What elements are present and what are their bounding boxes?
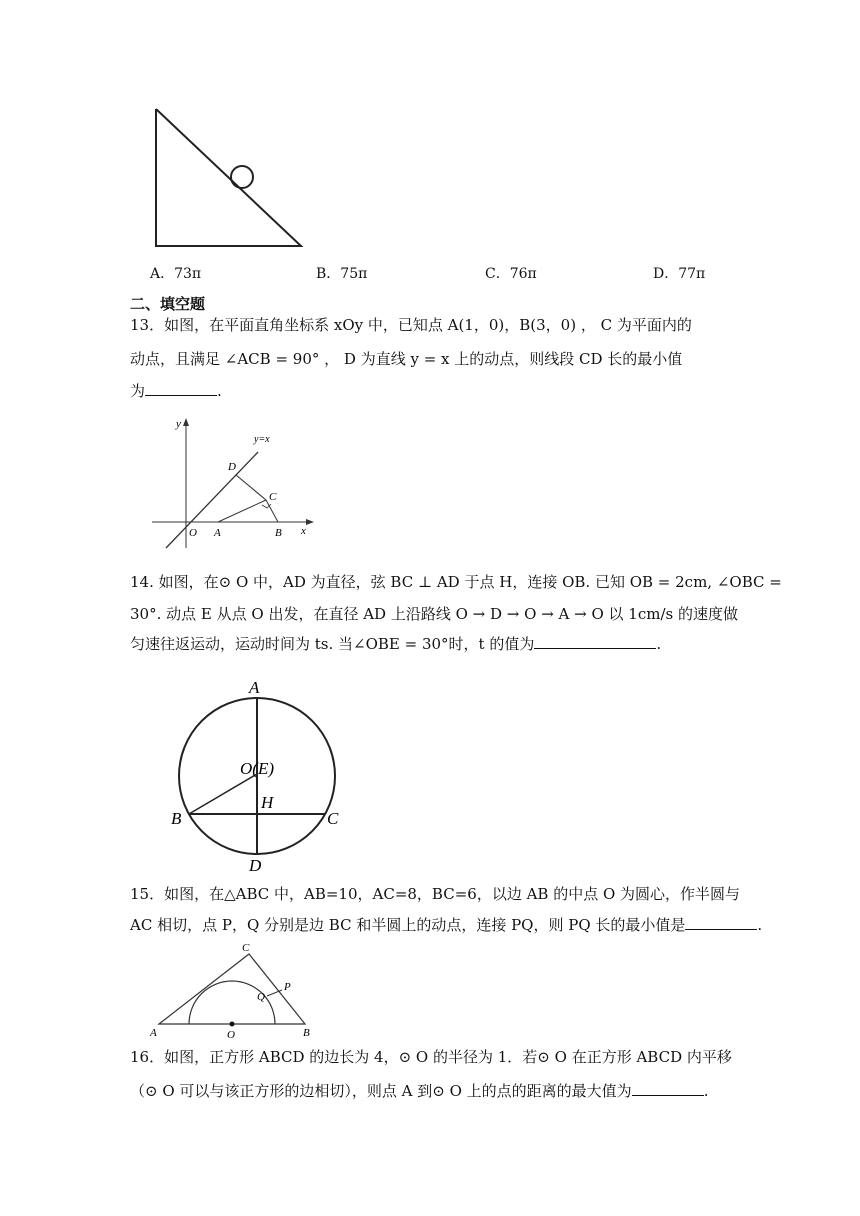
section-title: 二、填空题 bbox=[130, 295, 206, 313]
q16-suffix: . bbox=[703, 1082, 709, 1100]
option-b: B．75π bbox=[316, 266, 368, 282]
q13-suffix: . bbox=[217, 382, 222, 400]
option-d: D．77π bbox=[653, 266, 706, 282]
q13-label-x: x bbox=[301, 525, 306, 537]
option-c: C．76π bbox=[485, 266, 537, 282]
q14-line1: 14. 如图，在⊙ O 中，AD 为直径，弦 BC ⊥ AD 于点 H，连接 OB. 已知 OB = 2cm, ∠OBC = bbox=[130, 573, 782, 591]
q15-label-o: O bbox=[227, 1029, 235, 1040]
q14-figure bbox=[165, 675, 355, 875]
q15-suffix: . bbox=[757, 916, 763, 934]
q13-prefix: 为 bbox=[130, 382, 146, 400]
q12-triangle bbox=[156, 109, 301, 246]
q14-label-o: O(E) bbox=[240, 759, 274, 778]
q13-label-b: B bbox=[275, 527, 282, 539]
q13-label-line: y=x bbox=[254, 434, 270, 445]
q15-figure bbox=[145, 940, 320, 1040]
q15-line1: 15．如图，在△ABC 中，AB=10，AC=8，BC=6，以边 AB 的中点 O 为圆心，作半圆与 bbox=[130, 885, 741, 903]
q15-label-p: P bbox=[284, 981, 291, 993]
q13-figure bbox=[148, 412, 318, 554]
q13-segment-bc bbox=[266, 500, 278, 522]
q14-suffix: . bbox=[656, 635, 662, 653]
q14-label-b: B bbox=[171, 809, 182, 828]
q13-label-c: C bbox=[269, 491, 277, 503]
q13-line-yx bbox=[166, 452, 258, 548]
q14-label-a: A bbox=[249, 678, 260, 697]
q16-line2 bbox=[130, 1080, 708, 1102]
q14-line2: 30°. 动点 E 从点 O 出发，在直径 AD 上沿路线 O → D → O → A → O 以 1cm/s 的速度做 bbox=[130, 605, 739, 623]
q15-line2 bbox=[130, 914, 762, 936]
q13-y-arrow bbox=[183, 418, 189, 426]
q13-line1: 13．如图，在平面直角坐标系 xOy 中，已知点 A(1，0)，B(3，0) ， C 为平面内的 bbox=[130, 316, 692, 334]
q14-label-d: D bbox=[249, 856, 262, 875]
q13-x-arrow bbox=[306, 519, 314, 525]
q15-prefix: AC 相切，点 P，Q 分别是边 BC 和半圆上的动点，连接 PQ，则 PQ 长的最小值是 bbox=[130, 916, 686, 934]
q13-line2: 动点，且满足 ∠ACB = 90° ， D 为直线 y = x 上的动点，则线段 CD 长的最小值 bbox=[130, 350, 683, 368]
q14-line3 bbox=[130, 633, 661, 655]
q15-label-b: B bbox=[303, 1027, 310, 1039]
q16-answer-blank[interactable] bbox=[632, 1095, 704, 1096]
q14-label-c: C bbox=[327, 809, 339, 828]
q13-label-y: y bbox=[176, 418, 181, 430]
q16-prefix: （⊙ O 可以与该正方形的边相切），则点 A 到⊙ O 上的点的距离的最大值为 bbox=[130, 1082, 632, 1100]
q15-label-a: A bbox=[150, 1027, 157, 1039]
q16-line1: 16．如图，正方形 ABCD 的边长为 4，⊙ O 的半径为 1．若⊙ O 在正方形 ABCD 内平移 bbox=[130, 1048, 732, 1066]
q14-prefix: 匀速往返运动，运动时间为 ts. 当∠OBE = 30°时，t 的值为 bbox=[130, 635, 535, 653]
q15-point-o bbox=[230, 1022, 235, 1027]
q13-line3 bbox=[130, 380, 222, 402]
q15-answer-blank[interactable] bbox=[685, 929, 757, 930]
q14-label-h: H bbox=[261, 793, 274, 812]
q15-label-q: Q bbox=[257, 991, 265, 1003]
q13-label-d: D bbox=[228, 461, 236, 473]
q13-label-a: A bbox=[214, 527, 221, 539]
q13-segment-ac bbox=[218, 500, 266, 522]
q15-label-c: C bbox=[242, 942, 250, 954]
option-a: A．73π bbox=[150, 266, 202, 282]
q13-segment-dc bbox=[236, 475, 266, 500]
q12-circle bbox=[231, 166, 253, 188]
q14-segment-ob bbox=[189, 774, 257, 814]
q12-figure bbox=[150, 105, 310, 255]
q13-answer-blank[interactable] bbox=[145, 395, 217, 396]
q13-label-o: O bbox=[189, 527, 197, 539]
q14-answer-blank[interactable] bbox=[534, 648, 656, 649]
